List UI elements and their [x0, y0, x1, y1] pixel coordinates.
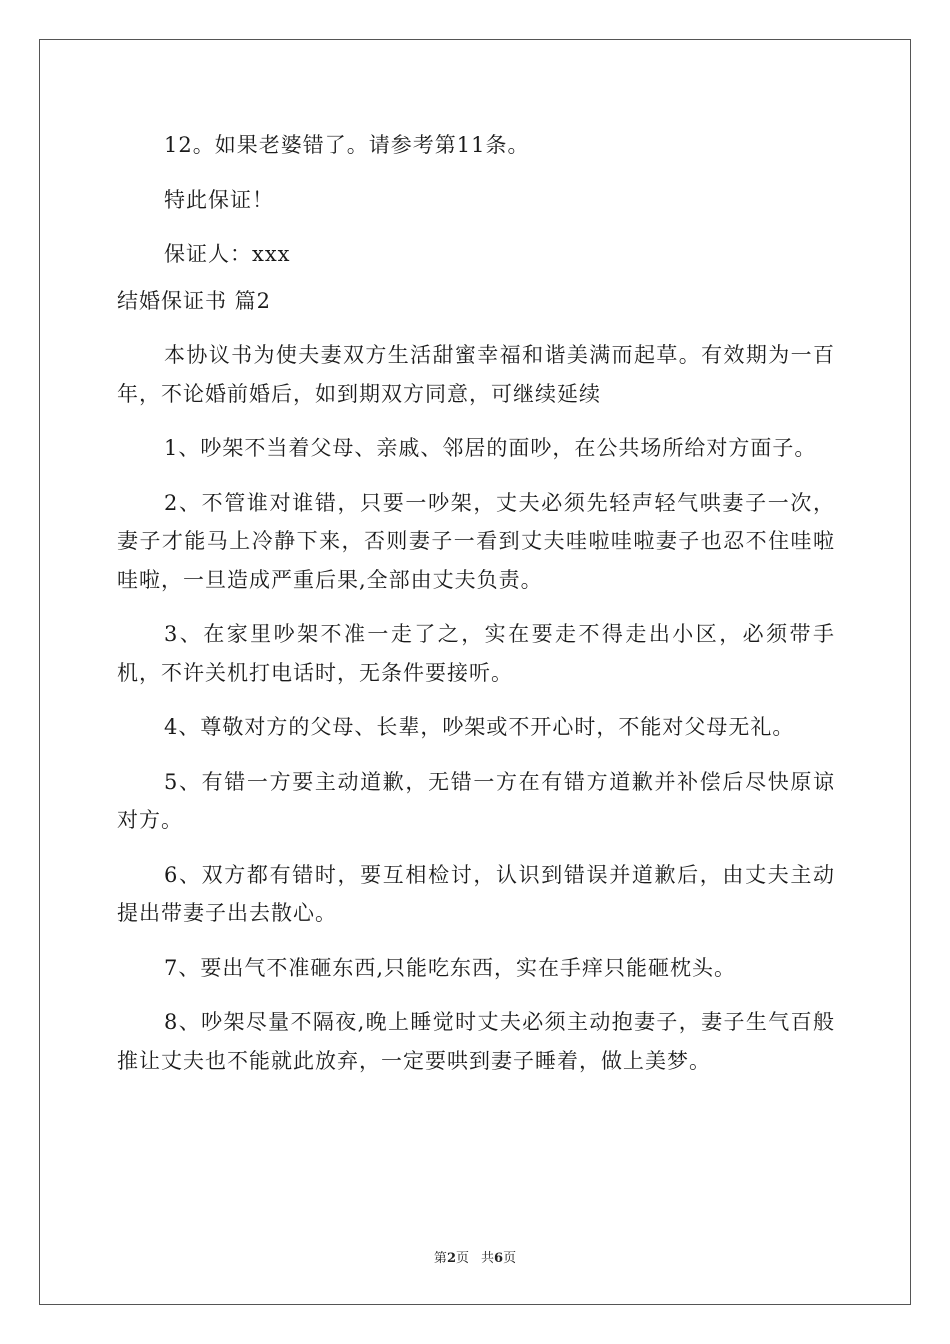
paragraph-intro: 本协议书为使夫妻双方生活甜蜜幸福和谐美满而起草。有效期为一百年，不论婚前婚后，如到期双方同意，可继续延续 — [117, 343, 835, 406]
paragraph-rule-4: 4、尊敬对方的父母、长辈，吵架或不开心时，不能对父母无礼。 — [164, 715, 795, 739]
paragraph-rule-8: 8、吵架尽量不隔夜,晚上睡觉时丈夫必须主动抱妻子，妻子生气百般推让丈夫也不能就此放弃，一定要哄到妻子睡着，做上美梦。 — [117, 1010, 835, 1073]
page-footer — [0, 1247, 950, 1266]
page-number: 2 — [446, 1251, 456, 1266]
paragraph-closing: 特此保证！ — [164, 187, 274, 212]
paragraph-guarantor: 保证人：xxx — [164, 242, 291, 266]
page-suffix: 页 — [455, 1251, 469, 1266]
page-prefix: 第 — [433, 1251, 447, 1266]
paragraph-rule-2: 2、不管谁对谁错，只要一吵架，丈夫必须先轻声轻气哄妻子一次，妻子才能马上冷静下来，否则妻子一看到丈夫哇啦哇啦妻子也忍不住哇啦哇啦，一旦造成严重后果,全部由丈夫负责。 — [117, 490, 835, 592]
total-pages: 6 — [494, 1251, 504, 1266]
paragraph-rule-3: 3、在家里吵架不准一走了之，实在要走不得走出小区，必须带手机，不许关机打电话时，无条件要接听。 — [117, 622, 835, 685]
total-suffix: 页 — [503, 1251, 517, 1266]
paragraph-item-12: 12。如果老婆错了。请参考第11条。 — [164, 133, 530, 157]
paragraph-rule-5: 5、有错一方要主动道歉，无错一方在有错方道歉并补偿后尽快原谅对方。 — [117, 769, 835, 832]
paragraph-rule-1: 1、吵架不当着父母、亲戚、邻居的面吵，在公共场所给对方面子。 — [164, 436, 817, 460]
paragraph-rule-7: 7、要出气不准砸东西,只能吃东西，实在手痒只能砸枕头。 — [164, 955, 737, 980]
total-prefix: 共 — [481, 1251, 495, 1266]
document-body — [117, 126, 835, 1096]
section-heading: 结婚保证书 篇2 — [117, 288, 272, 313]
paragraph-rule-6: 6、双方都有错时，要互相检讨，认识到错误并道歉后，由丈夫主动提出带妻子出去散心。 — [117, 862, 835, 925]
